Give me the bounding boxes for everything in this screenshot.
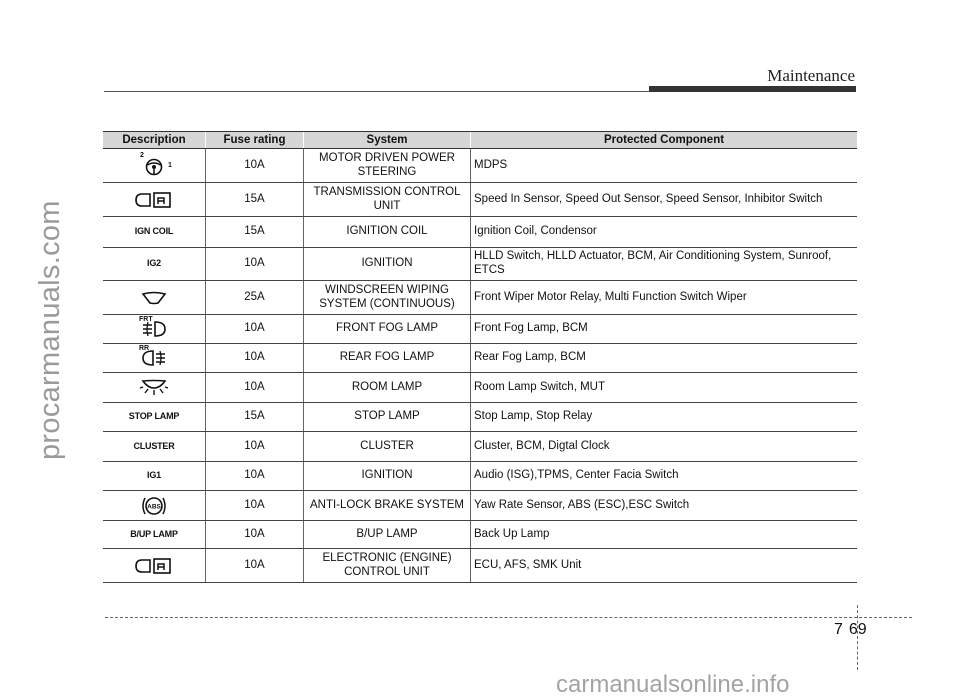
row-description [103, 344, 206, 373]
table-row [103, 281, 857, 315]
protected-component: Front Wiper Motor Relay, Multi Function Switch Wiper [471, 281, 858, 315]
row-description [103, 432, 206, 462]
section-title: Maintenance [767, 66, 855, 85]
row-description [103, 183, 206, 217]
ign-coil-label: IGN COIL [134, 226, 174, 237]
engine-control-icon [134, 557, 174, 575]
header-rule [104, 91, 649, 92]
transmission-control-icon [134, 191, 174, 209]
bup-lamp-label: B/UP LAMP [130, 528, 178, 539]
abs-icon [141, 494, 167, 518]
row-description [103, 217, 206, 248]
table-row [103, 491, 857, 521]
protected-component: Stop Lamp, Stop Relay [471, 403, 858, 432]
table-row [103, 149, 857, 183]
system-name: IGNITION [304, 462, 471, 491]
header-fuse-rating: Fuse rating [206, 132, 304, 149]
abs-icon-text: ABS [147, 503, 161, 510]
fuse-rating: 10A [206, 373, 304, 403]
protected-component: Audio (ISG),TPMS, Center Facia Switch [471, 462, 858, 491]
fuse-rating: 10A [206, 315, 304, 344]
table-header-row [103, 132, 857, 149]
protected-component: Cluster, BCM, Digtal Clock [471, 432, 858, 462]
row-description [103, 521, 206, 549]
header-system: System [304, 132, 471, 149]
row-description [103, 248, 206, 281]
page-index: 69 [848, 621, 867, 638]
fuse-rating: 10A [206, 248, 304, 281]
table-row [103, 432, 857, 462]
table-row [103, 248, 857, 281]
header-description: Description [103, 132, 206, 149]
fuse-rating: 15A [206, 403, 304, 432]
page-number [834, 621, 867, 639]
fuse-table [103, 131, 857, 583]
protected-component: Room Lamp Switch, MUT [471, 373, 858, 403]
system-name: ANTI-LOCK BRAKE SYSTEM [304, 491, 471, 521]
fuse-rating: 10A [206, 344, 304, 373]
fuse-rating: 15A [206, 217, 304, 248]
stop-lamp-label: STOP LAMP [128, 411, 180, 422]
ig1-label: IG1 [147, 470, 161, 481]
cluster-label: CLUSTER [133, 440, 175, 451]
table-row [103, 462, 857, 491]
fuse-rating: 15A [206, 183, 304, 217]
room-lamp-icon [139, 379, 169, 397]
system-name: TRANSMISSION CONTROL UNIT [304, 183, 471, 217]
table-row [103, 521, 857, 549]
system-name: STOP LAMP [304, 403, 471, 432]
system-name: CLUSTER [304, 432, 471, 462]
windshield-wiper-icon [140, 290, 168, 306]
system-name: IGNITION COIL [304, 217, 471, 248]
row-description [103, 403, 206, 432]
protected-component: MDPS [471, 149, 858, 183]
chapter-number: 7 [834, 621, 843, 638]
fuse-rating: 10A [206, 549, 304, 583]
fuse-rating: 10A [206, 462, 304, 491]
protected-component: ECU, AFS, SMK Unit [471, 549, 858, 583]
ig2-label: IG2 [147, 258, 161, 269]
icon-tag: FRT [139, 316, 153, 323]
protected-component: Front Fog Lamp, BCM [471, 315, 858, 344]
footer-rule [105, 617, 912, 618]
protected-component: Ignition Coil, Condensor [471, 217, 858, 248]
side-watermark: procarmanuals.com [34, 200, 66, 460]
system-name: ELECTRONIC (ENGINE) CONTROL UNIT [304, 549, 471, 583]
icon-tag: RR [139, 345, 150, 352]
table-row [103, 403, 857, 432]
table-row [103, 373, 857, 403]
protected-component: Back Up Lamp [471, 521, 858, 549]
table-row [103, 549, 857, 583]
page-number-divider [857, 605, 858, 670]
table-row [103, 344, 857, 373]
protected-component: HLLD Switch, HLLD Actuator, BCM, Air Conditioning System, Sunroof, ETCS [471, 248, 858, 281]
protected-component: Speed In Sensor, Speed Out Sensor, Speed Sensor, Inhibitor Switch [471, 183, 858, 217]
row-description [103, 491, 206, 521]
steering-motor-icon [143, 156, 165, 176]
icon-number: 1 [168, 162, 172, 169]
system-name: B/UP LAMP [304, 521, 471, 549]
fuse-rating: 10A [206, 491, 304, 521]
table-row [103, 183, 857, 217]
table-row [103, 217, 857, 248]
fuse-rating: 10A [206, 521, 304, 549]
system-name: WINDSCREEN WIPING SYSTEM (CONTINUOUS) [304, 281, 471, 315]
bottom-watermark: carmanualsonline.info [556, 671, 790, 698]
icon-number: 2 [140, 152, 144, 159]
protected-component: Yaw Rate Sensor, ABS (ESC),ESC Switch [471, 491, 858, 521]
row-description [103, 281, 206, 315]
fuse-rating: 10A [206, 149, 304, 183]
header-rule-accent [649, 86, 856, 92]
row-description [103, 462, 206, 491]
table-row [103, 315, 857, 344]
row-description [103, 373, 206, 403]
fuse-rating: 10A [206, 432, 304, 462]
row-description [103, 149, 206, 183]
row-description [103, 549, 206, 583]
system-name: IGNITION [304, 248, 471, 281]
row-description [103, 315, 206, 344]
system-name: REAR FOG LAMP [304, 344, 471, 373]
fuse-rating: 25A [206, 281, 304, 315]
system-name: MOTOR DRIVEN POWER STEERING [304, 149, 471, 183]
system-name: ROOM LAMP [304, 373, 471, 403]
protected-component: Rear Fog Lamp, BCM [471, 344, 858, 373]
system-name: FRONT FOG LAMP [304, 315, 471, 344]
header-protected-component: Protected Component [471, 132, 858, 149]
